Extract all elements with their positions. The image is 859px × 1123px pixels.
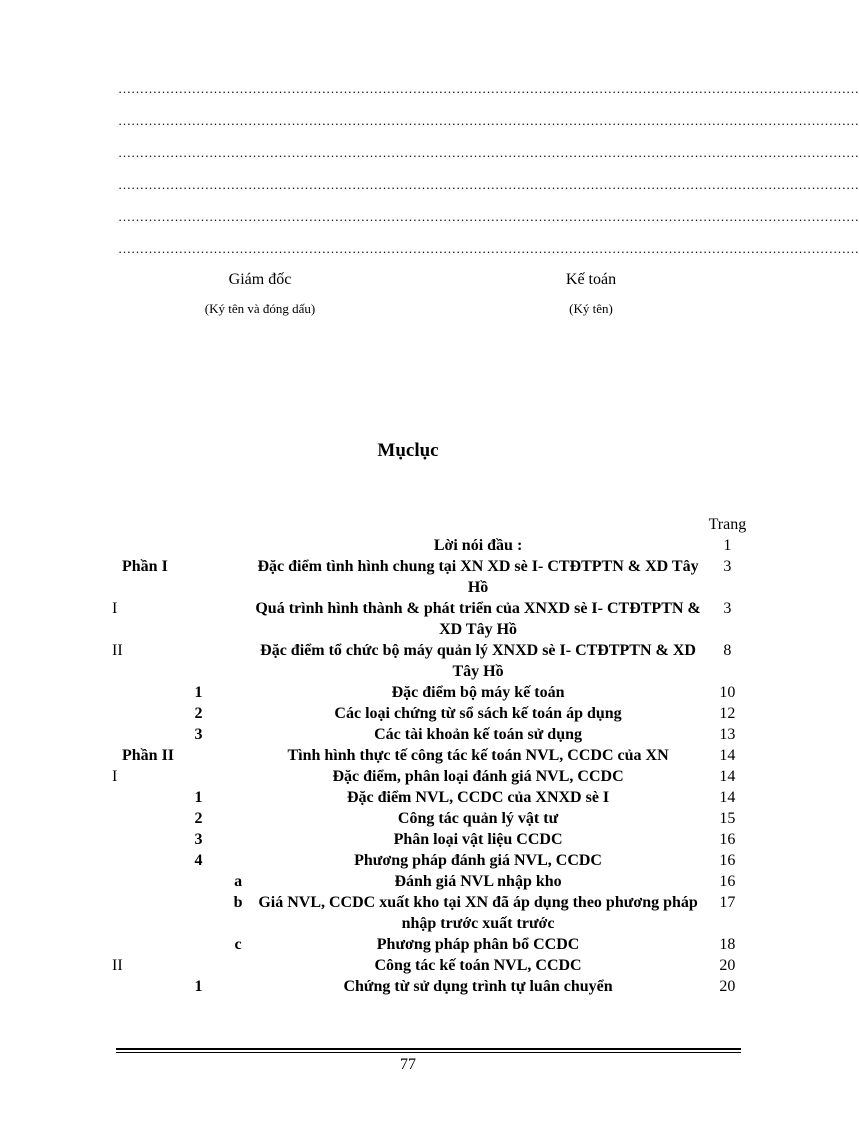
toc-subsection-letter: a <box>234 873 243 890</box>
toc-subsection-letter <box>223 556 253 598</box>
director-signature-block <box>150 271 370 317</box>
toc-page-number: 18 <box>719 936 736 953</box>
toc-section-number <box>174 556 223 598</box>
toc-entry-title: Quá trình hình thành & phát triển của XNXD sè I- CTĐTPTN & XD Tây Hồ <box>255 600 701 638</box>
toc-part-label: II <box>112 957 123 974</box>
toc-section-number <box>174 934 223 955</box>
toc-page-number: 14 <box>719 768 736 785</box>
dotted-line: ……………………………………………………………………………………………………………………………………………………… <box>118 177 859 192</box>
toc-subsection-letter <box>223 745 253 766</box>
toc-entry-title: Công tác kế toán NVL, CCDC <box>374 957 582 974</box>
toc-subsection-letter <box>223 724 253 745</box>
toc-row <box>112 871 752 892</box>
toc-section-number <box>174 598 223 640</box>
toc-part-label <box>112 892 174 934</box>
toc-page-number: 13 <box>719 726 736 743</box>
toc-subsection-letter <box>223 787 253 808</box>
toc-page-number: 10 <box>719 684 736 701</box>
toc-row <box>112 934 752 955</box>
dotted-line: ……………………………………………………………………………………………………………………………………………………… <box>118 209 859 224</box>
toc-entry-title: Phân loại vật liệu CCDC <box>393 831 563 848</box>
toc-section-number: 1 <box>194 978 203 995</box>
toc-part-label <box>112 787 174 808</box>
toc-entry-title: Chứng từ sử dụng trình tự luân chuyển <box>343 978 613 995</box>
toc-part-label <box>112 976 174 997</box>
dotted-line: ……………………………………………………………………………………………………………………………………………………… <box>118 113 859 128</box>
toc-entry-title: Đặc điểm NVL, CCDC của XNXD sè I <box>346 789 610 806</box>
toc-row <box>112 850 752 871</box>
toc-entry-title: Công tác quản lý vật tư <box>397 810 559 827</box>
toc-row <box>112 808 752 829</box>
toc-row <box>112 892 752 934</box>
toc-part-label <box>112 934 174 955</box>
toc-part-label: Phần I <box>122 558 168 575</box>
footer-rule-thin <box>116 1052 741 1053</box>
toc-part-label: I <box>112 768 118 785</box>
toc-entry-title: Các loại chứng từ sổ sách kế toán áp dụng <box>334 705 622 722</box>
toc-entry-title: Các tài khoản kế toán sử dụng <box>374 726 582 743</box>
toc-page-number: 16 <box>719 831 736 848</box>
toc-part-label <box>112 535 174 556</box>
toc-page-number: 8 <box>723 642 732 659</box>
toc-subsection-letter <box>223 955 253 976</box>
toc-subsection-letter <box>223 682 253 703</box>
dotted-line: ……………………………………………………………………………………………………………………………………………………… <box>118 241 859 256</box>
toc-page-number: 17 <box>719 894 736 911</box>
toc-heading: Mụclục <box>377 440 439 461</box>
toc-entry-title: Đặc điểm tình hình chung tại XN XD sè I- CTĐTPTN & XD Tây Hồ <box>257 558 699 596</box>
toc-part-label: I <box>112 600 118 617</box>
toc-page-number: 12 <box>719 705 736 722</box>
toc-header-row <box>112 514 752 535</box>
toc-row <box>112 745 752 766</box>
dotted-line: ……………………………………………………………………………………………………………………………………………………… <box>118 81 859 96</box>
toc-row <box>112 598 752 640</box>
toc-section-number <box>174 955 223 976</box>
dotted-line: ……………………………………………………………………………………………………………………………………………………… <box>118 145 859 160</box>
toc-section-number <box>174 745 223 766</box>
page-number: 77 <box>400 1056 416 1073</box>
toc-entry-title: Đặc điểm, phân loại đánh giá NVL, CCDC <box>332 768 624 785</box>
toc-part-label: II <box>112 642 123 659</box>
toc-section-number: 4 <box>194 852 203 869</box>
page-column-header: Trang <box>708 516 747 533</box>
toc-section-number: 3 <box>194 726 203 743</box>
toc-subsection-letter <box>223 766 253 787</box>
toc-part-label <box>112 703 174 724</box>
toc-entry-title: Đặc điểm tổ chức bộ máy quản lý XNXD sè I- CTĐTPTN & XD Tây Hồ <box>260 642 696 680</box>
toc-page-number: 16 <box>719 873 736 890</box>
toc-section-number: 1 <box>194 789 203 806</box>
toc-subsection-letter: b <box>233 894 243 911</box>
toc-entry-title: Phương pháp đánh giá NVL, CCDC <box>354 852 602 869</box>
toc-section-number: 3 <box>194 831 203 848</box>
toc-subsection-letter <box>223 850 253 871</box>
toc-subsection-letter <box>223 640 253 682</box>
toc-entry-title: Phương pháp phân bổ CCDC <box>376 936 580 953</box>
toc-page-number: 15 <box>719 810 736 827</box>
toc-subsection-letter <box>223 598 253 640</box>
toc-page-number: 20 <box>719 978 736 995</box>
toc-row <box>112 766 752 787</box>
toc-page-number: 3 <box>723 558 732 575</box>
toc-page-number: 16 <box>719 852 736 869</box>
toc-row <box>112 955 752 976</box>
toc-subsection-letter: c <box>234 936 242 953</box>
toc-entry-title: Giá NVL, CCDC xuất kho tại XN đã áp dụng theo phương pháp nhập trước xuất trước <box>258 894 698 932</box>
toc-section-number <box>174 766 223 787</box>
toc-row <box>112 976 752 997</box>
toc-subsection-letter <box>223 808 253 829</box>
toc-row <box>112 556 752 598</box>
toc-row <box>112 787 752 808</box>
director-title: Giám đốc <box>228 271 292 288</box>
toc-row <box>112 829 752 850</box>
toc-subsection-letter <box>223 535 253 556</box>
toc-page-number: 3 <box>723 600 732 617</box>
accountant-title: Kế toán <box>565 271 617 288</box>
toc-entry-title: Tình hình thực tế công tác kế toán NVL, CCDC của XN <box>287 747 669 764</box>
toc-part-label <box>112 850 174 871</box>
toc-section-number <box>174 535 223 556</box>
toc-subsection-letter <box>223 829 253 850</box>
toc-row <box>112 640 752 682</box>
toc-part-label <box>112 724 174 745</box>
toc-row <box>112 724 752 745</box>
toc-part-label: Phần II <box>122 747 175 764</box>
toc-page-number: 14 <box>719 789 736 806</box>
toc-section-number <box>174 892 223 934</box>
director-note: (Ký tên và đóng dấu) <box>204 301 316 316</box>
toc-section-number: 2 <box>194 810 203 827</box>
toc-section-number: 1 <box>194 684 203 701</box>
toc-table <box>112 514 752 997</box>
toc-entry-title: Lời nói đầu : <box>433 537 523 554</box>
toc-row <box>112 535 752 556</box>
toc-part-label <box>112 808 174 829</box>
accountant-signature-block <box>481 271 701 317</box>
footer-rule-thick <box>116 1048 741 1050</box>
accountant-note: (Ký tên) <box>569 301 613 316</box>
toc-page-number: 1 <box>723 537 732 554</box>
toc-section-number: 2 <box>194 705 203 722</box>
toc-entry-title: Đặc điểm bộ máy kế toán <box>391 684 565 701</box>
toc-row <box>112 703 752 724</box>
toc-part-label <box>112 871 174 892</box>
toc-section-number <box>174 640 223 682</box>
toc-page-number: 14 <box>719 747 736 764</box>
toc-section-number <box>174 871 223 892</box>
toc-entry-title: Đánh giá NVL nhập kho <box>394 873 562 890</box>
toc-subsection-letter <box>223 976 253 997</box>
toc-subsection-letter <box>223 703 253 724</box>
toc-page-number: 20 <box>719 957 736 974</box>
toc-row <box>112 682 752 703</box>
toc-part-label <box>112 829 174 850</box>
toc-part-label <box>112 682 174 703</box>
